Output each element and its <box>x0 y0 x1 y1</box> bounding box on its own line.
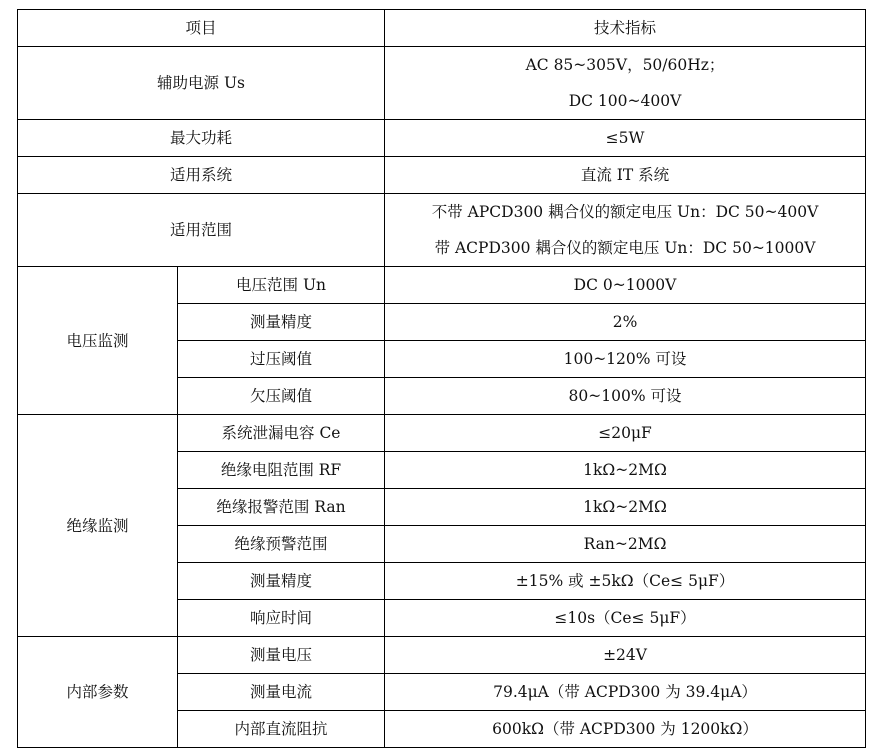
value-line: 不带 APCD300 耦合仪的额定电压 Un：DC 50~400V <box>431 203 819 221</box>
value-line: AC 85~305V，50/60Hz； <box>525 56 725 74</box>
sub-value: 1kΩ~2MΩ <box>385 489 866 526</box>
table-row <box>18 194 866 267</box>
sub-value: Ran~2MΩ <box>385 526 866 563</box>
row-value-max-power: ≤5W <box>385 120 866 157</box>
value-line: DC 100~400V <box>568 92 682 110</box>
sub-label: 响应时间 <box>178 600 385 637</box>
sub-value: 600kΩ（带 ACPD300 为 1200kΩ） <box>385 711 866 748</box>
sub-value: DC 0~1000V <box>385 267 866 304</box>
sub-value: 80~100% 可设 <box>385 378 866 415</box>
sub-label: 电压范围 Un <box>178 267 385 304</box>
sub-label: 测量精度 <box>178 304 385 341</box>
header-item: 项目 <box>18 10 385 47</box>
spec-table <box>17 9 866 748</box>
row-label-aux-power: 辅助电源 Us <box>18 47 385 120</box>
sub-value: 100~120% 可设 <box>385 341 866 378</box>
group-label-insulation: 绝缘监测 <box>18 415 178 637</box>
sub-value: ±24V <box>385 637 866 674</box>
row-label-system: 适用系统 <box>18 157 385 194</box>
sub-label: 测量电流 <box>178 674 385 711</box>
table-row <box>18 637 866 674</box>
sub-label: 绝缘报警范围 Ran <box>178 489 385 526</box>
table-row <box>18 415 866 452</box>
header-row <box>18 10 866 47</box>
group-label-voltage: 电压监测 <box>18 267 178 415</box>
sub-label: 测量精度 <box>178 563 385 600</box>
row-label-max-power: 最大功耗 <box>18 120 385 157</box>
sub-value: ≤10s（Ce≤ 5μF） <box>385 600 866 637</box>
sub-value: 1kΩ~2MΩ <box>385 452 866 489</box>
sub-label: 测量电压 <box>178 637 385 674</box>
sub-value: ±15% 或 ±5kΩ（Ce≤ 5μF） <box>385 563 866 600</box>
table-row <box>18 47 866 120</box>
sub-label: 内部直流阻抗 <box>178 711 385 748</box>
sub-label: 绝缘电阻范围 RF <box>178 452 385 489</box>
row-value-aux-power <box>385 47 866 120</box>
value-line: 带 ACPD300 耦合仪的额定电压 Un：DC 50~1000V <box>434 239 816 257</box>
header-spec: 技术指标 <box>385 10 866 47</box>
sub-value: 2% <box>385 304 866 341</box>
sub-label: 系统泄漏电容 Ce <box>178 415 385 452</box>
row-value-system: 直流 IT 系统 <box>385 157 866 194</box>
sub-label: 过压阈值 <box>178 341 385 378</box>
table-row <box>18 120 866 157</box>
row-label-range: 适用范围 <box>18 194 385 267</box>
row-value-range <box>385 194 866 267</box>
sub-label: 绝缘预警范围 <box>178 526 385 563</box>
table-row <box>18 157 866 194</box>
sub-value: ≤20μF <box>385 415 866 452</box>
table-row <box>18 267 866 304</box>
sub-value: 79.4μA（带 ACPD300 为 39.4μA） <box>385 674 866 711</box>
sub-label: 欠压阈值 <box>178 378 385 415</box>
group-label-internal: 内部参数 <box>18 637 178 748</box>
